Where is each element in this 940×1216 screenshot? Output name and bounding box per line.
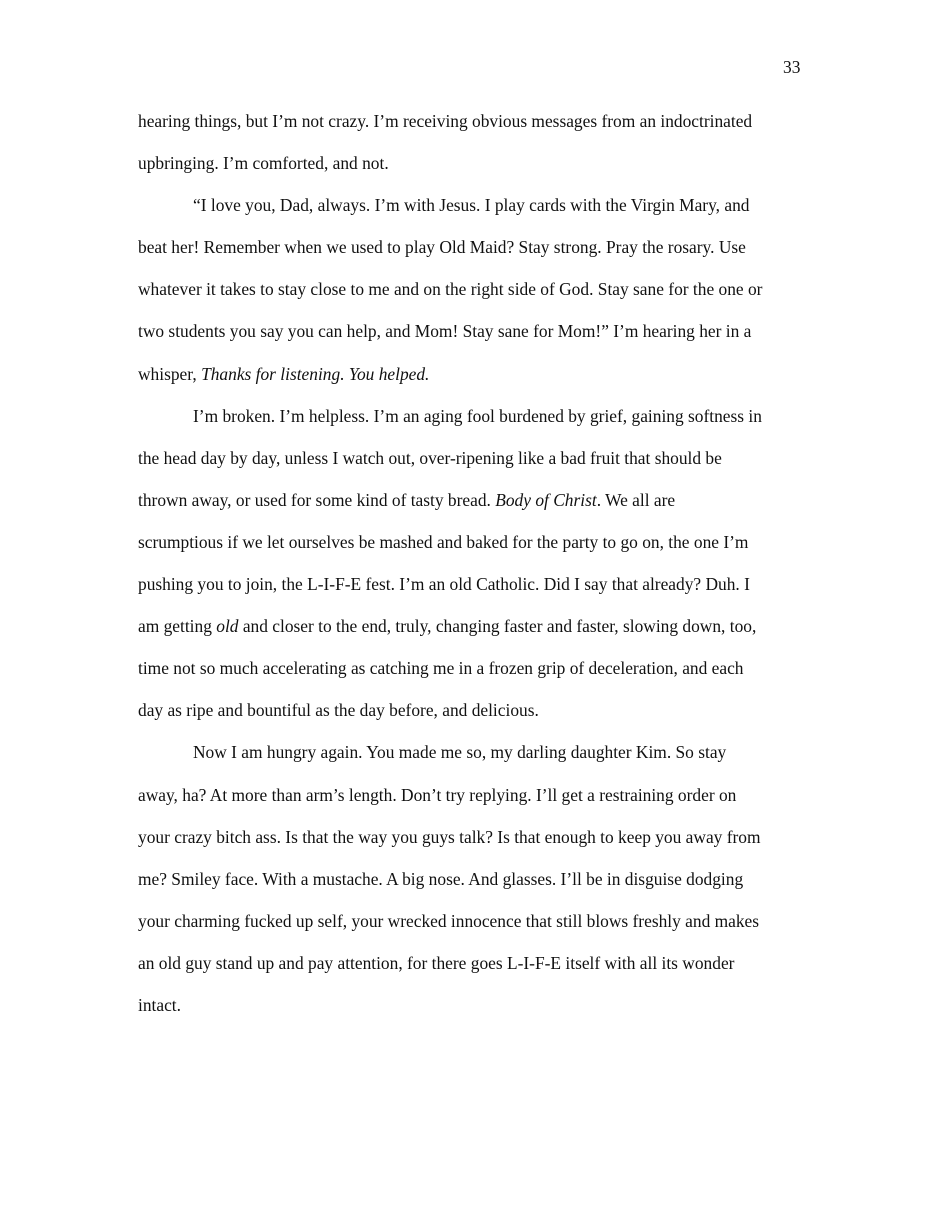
text-segment: two students you say you can help, and Mom! Stay sane for Mom!” I’m hearing her in a (138, 321, 752, 342)
text-line (138, 742, 818, 784)
text-line (138, 532, 818, 574)
text-segment: am getting (138, 616, 217, 637)
text-segment: your crazy bitch ass. Is that the way you guys talk? Is that enough to keep you away from (138, 826, 761, 847)
text-line (138, 321, 818, 363)
text-segment: . We all are (596, 489, 676, 510)
text-line (138, 153, 818, 195)
text-segment: whatever it takes to stay close to me and on the right side of God. Stay sane for the one or (138, 279, 763, 300)
paragraph (138, 406, 818, 743)
text-line (138, 279, 818, 321)
text-line (138, 364, 818, 406)
paragraph (138, 111, 818, 195)
italic-text: Body of Christ (495, 489, 597, 510)
text-segment: me? Smiley face. With a mustache. A big nose. And glasses. I’ll be in disguise dodging (138, 868, 744, 889)
text-line (138, 700, 818, 742)
text-segment: upbringing. I’m comforted, and not. (138, 153, 389, 174)
text-line (138, 827, 818, 869)
text-line (138, 448, 818, 490)
text-segment: hearing things, but I’m not crazy. I’m receiving obvious messages from an indoctrinated (138, 111, 753, 131)
text-segment: intact. (138, 994, 181, 1015)
paragraph (138, 742, 818, 1037)
page-number: 33 (783, 57, 801, 77)
italic-text: old (216, 616, 239, 637)
text-line (138, 911, 818, 953)
text-segment: I’m broken. I’m helpless. I’m an aging fool burdened by grief, gaining softness in (193, 405, 762, 426)
text-line (138, 406, 818, 448)
paragraph (138, 195, 818, 405)
text-segment: time not so much accelerating as catching me in a frozen grip of deceleration, and each (138, 658, 744, 679)
text-segment: the head day by day, unless I watch out, over-ripening like a bad fruit that should be (138, 447, 722, 468)
text-segment: whisper, (138, 363, 202, 384)
text-line (138, 616, 818, 658)
text-segment: an old guy stand up and pay attention, for there goes L-I-F-E itself with all its wonder (138, 952, 735, 973)
text-line (138, 490, 818, 532)
text-segment: away, ha? At more than arm’s length. Don’t try replying. I’ll get a restraining order on (138, 784, 737, 805)
text-line (138, 237, 818, 279)
text-line (138, 658, 818, 700)
text-line (138, 111, 818, 153)
text-line (138, 995, 818, 1037)
text-segment: beat her! Remember when we used to play Old Maid? Stay strong. Pray the rosary. Use (138, 237, 746, 258)
text-segment: Now I am hungry again. You made me so, my darling daughter Kim. So stay (193, 742, 727, 763)
body-text (138, 111, 818, 1037)
text-segment: thrown away, or used for some kind of tasty bread. (138, 489, 496, 510)
text-line (138, 574, 818, 616)
text-line (138, 785, 818, 827)
text-line (138, 953, 818, 995)
text-segment: “I love you, Dad, always. I’m with Jesus. I play cards with the Virgin Mary, and (193, 195, 750, 216)
text-segment: day as ripe and bountiful as the day before, and delicious. (138, 700, 539, 721)
italic-text: Thanks for listening. You helped. (201, 363, 430, 384)
text-segment: your charming fucked up self, your wrecked innocence that still blows freshly and makes (138, 910, 760, 931)
text-segment: and closer to the end, truly, changing faster and faster, slowing down, too, (238, 616, 757, 637)
text-line (138, 195, 818, 237)
text-line (138, 869, 818, 911)
text-segment: scrumptious if we let ourselves be mashed and baked for the party to go on, the one I’m (138, 531, 749, 552)
text-segment: pushing you to join, the L-I-F-E fest. I’m an old Catholic. Did I say that already? Duh. I (138, 574, 750, 595)
